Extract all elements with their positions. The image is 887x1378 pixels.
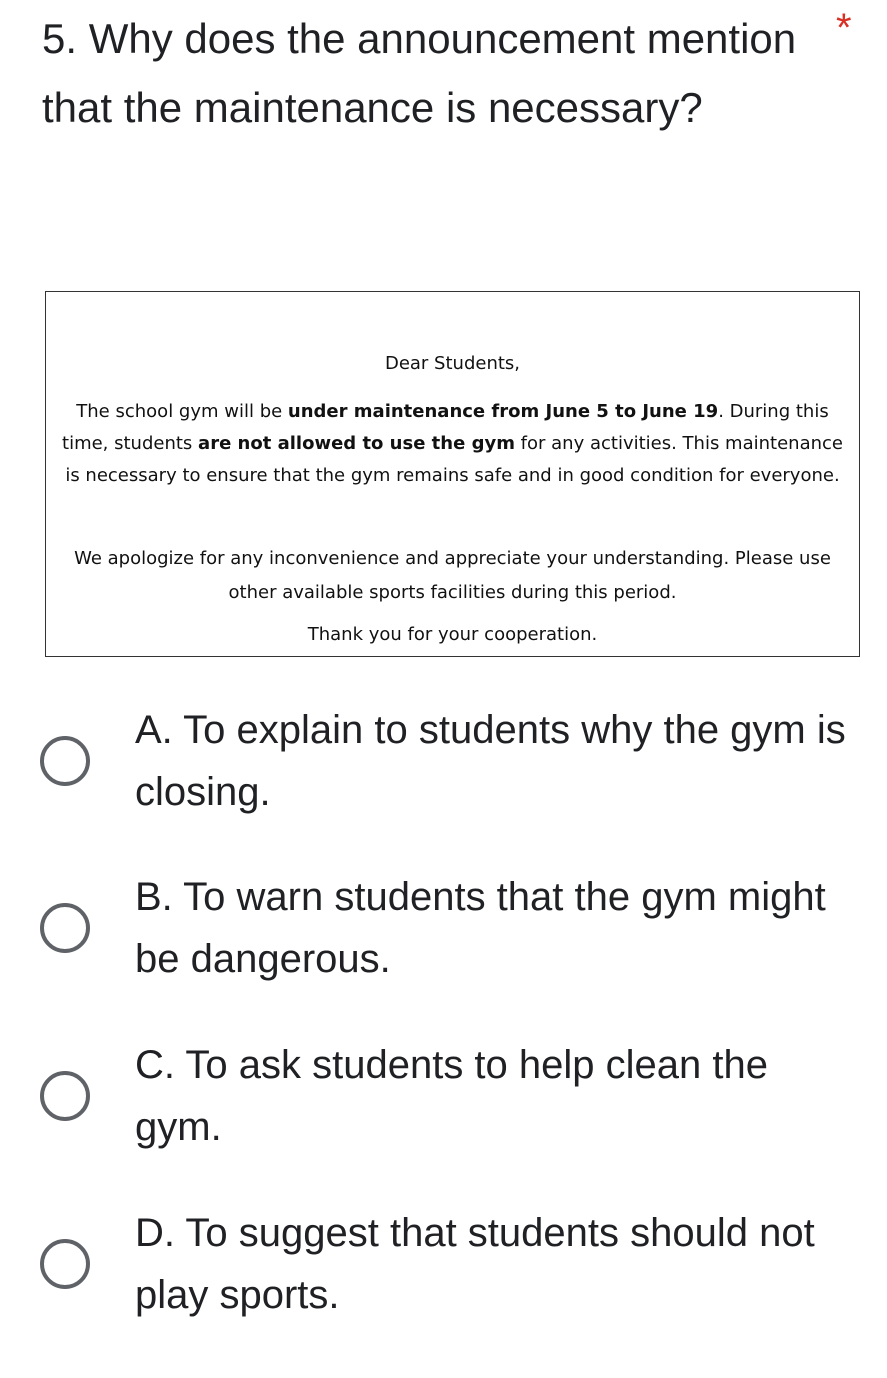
para1-text-1: The school gym will be <box>76 401 288 422</box>
announcement-greeting: Dear Students, <box>384 353 521 374</box>
announcement-image <box>45 291 860 657</box>
option-d[interactable] <box>40 1202 860 1332</box>
option-a[interactable] <box>40 699 860 829</box>
announcement-closing: Thank you for your cooperation. <box>307 624 598 645</box>
option-c-label[interactable]: C. To ask students to help clean the gym. <box>135 1043 768 1149</box>
option-d-label[interactable]: D. To suggest that students should not play sports. <box>135 1211 815 1317</box>
para1-bold-dates: under maintenance from June 5 to June 19 <box>287 401 719 422</box>
radio-unchecked-icon[interactable] <box>40 736 90 786</box>
radio-unchecked-icon[interactable] <box>40 1239 90 1289</box>
announcement-paragraph-2: We apologize for any inconvenience and appreciate your understanding. Please use other available sports facilities during this period. <box>74 548 831 603</box>
required-asterisk: * <box>836 6 852 50</box>
para1-bold-rule: are not allowed to use the gym <box>198 433 515 454</box>
radio-unchecked-icon[interactable] <box>40 1071 90 1121</box>
announcement-paragraph-1 <box>58 396 848 492</box>
question-title: 5. Why does the announcement mention that the maintenance is necessary? <box>42 15 797 131</box>
para1-text-3: for any activities. This maintenance is necessary to ensure that the gym remains safe and in good condition for everyone. <box>65 433 843 486</box>
option-c[interactable] <box>40 1034 860 1164</box>
radio-unchecked-icon[interactable] <box>40 903 90 953</box>
para1-text-2: . During this time, students <box>62 401 829 454</box>
option-a-label[interactable]: A. To explain to students why the gym is closing. <box>135 708 846 814</box>
option-b[interactable] <box>40 866 860 996</box>
option-b-label[interactable]: B. To warn students that the gym might be dangerous. <box>135 875 826 981</box>
